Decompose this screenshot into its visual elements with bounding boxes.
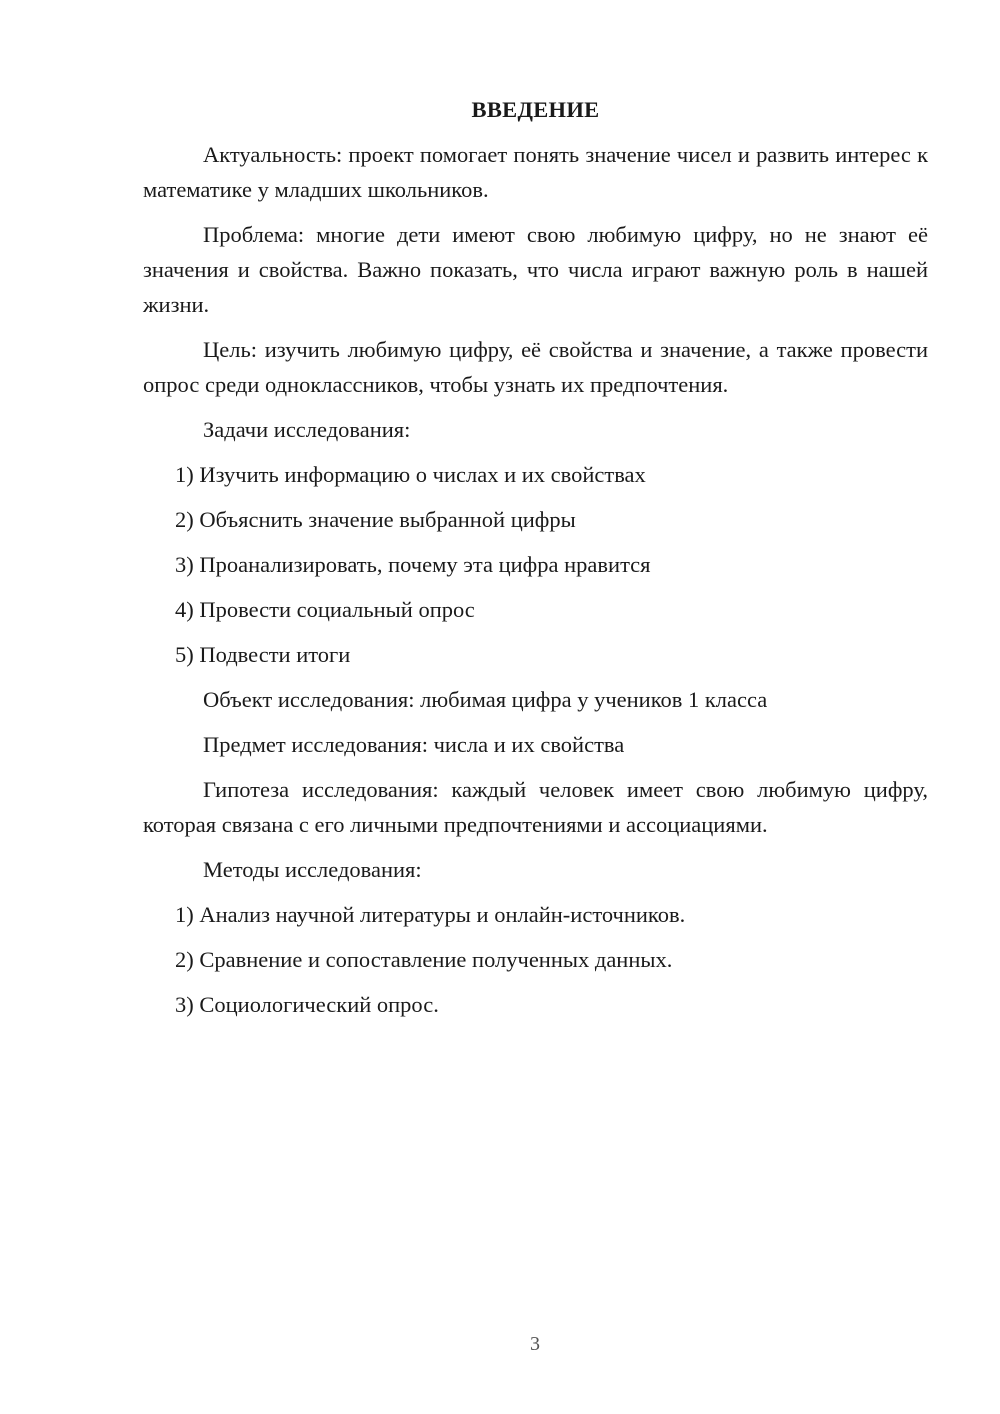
goal-paragraph: Цель: изучить любимую цифру, её свойства и значение, а также провести опрос среди одноклассников, чтобы узнать их предпочтения. [143,337,928,397]
research-object: Объект исследования: любимая цифра у учеников 1 класса [203,687,768,712]
page-number: 3 [530,1333,540,1355]
hypothesis-paragraph: Гипотеза исследования: каждый человек имеет свою любимую цифру, которая связана с его личными предпочтениями и ассоциациями. [143,777,928,837]
methods-heading: Методы исследования: [203,857,422,882]
task-item: 4) Провести социальный опрос [175,597,475,622]
task-item: 2) Объяснить значение выбранной цифры [175,507,576,532]
method-item: 1) Анализ научной литературы и онлайн-источников. [175,902,686,927]
tasks-heading: Задачи исследования: [203,417,411,442]
research-subject: Предмет исследования: числа и их свойства [203,732,625,757]
method-item: 3) Социологический опрос. [175,992,439,1017]
task-item: 5) Подвести итоги [175,642,351,667]
page-content [143,92,928,1032]
section-title: ВВЕДЕНИЕ [471,97,600,122]
relevance-paragraph: Актуальность: проект помогает понять значение чисел и развить интерес к математике у младших школьников. [143,142,928,202]
problem-paragraph: Проблема: многие дети имеют свою любимую цифру, но не знают её значения и свойства. Важно показать, что числа играют важную роль в нашей жизни. [143,222,928,317]
task-item: 3) Проанализировать, почему эта цифра нравится [175,552,651,577]
task-item: 1) Изучить информацию о числах и их свойствах [175,462,646,487]
method-item: 2) Сравнение и сопоставление полученных данных. [175,947,673,972]
